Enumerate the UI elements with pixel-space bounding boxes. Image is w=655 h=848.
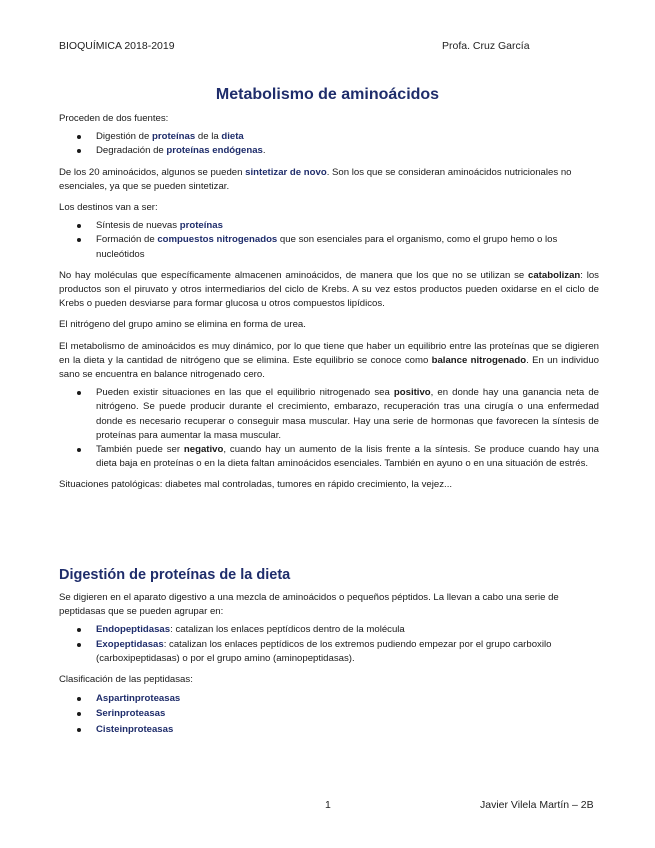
sources-list xyxy=(59,130,599,158)
paragraph-catabolism: No hay moléculas que específicamente almacenen aminoácidos, de manera que los que no se utilizan se catabolizan: los productos son el piruvato y otros intermediarios del ciclo de Krebs. A su vez estos productos pueden oxidarse en el ciclo de Krebs o pueden desviarse para formar glucosa u otros compuestos lipídicos. xyxy=(59,269,599,310)
list-item: Serinproteasas xyxy=(59,707,599,721)
page-title: Metabolismo de aminoácidos xyxy=(215,86,440,103)
paragraph-balance: El metabolismo de aminoácidos es muy dinámico, por lo que tiene que haber un equilibrio entre las proteínas que se digieren en la dieta y la cantidad de nitrógeno que se elimina. Este equilibrio se conoce como balance nitrogenado. En un individuo sano se encuentra en balance nitrogenado cero. xyxy=(59,340,599,381)
section-heading-digestion: Digestión de proteínas de la dieta xyxy=(59,567,291,583)
clasif-intro: Clasificación de las peptidasas: xyxy=(59,674,193,686)
balance-list xyxy=(59,386,599,471)
peptidase-list xyxy=(59,623,599,666)
list-item: También puede ser negativo, cuando hay un aumento de la lisis frente a la síntesis. Se produce cuando hay una dieta baja en proteínas o en la dieta faltan aminoácidos esenciales. También en ayuno o en una situación de estrés. xyxy=(59,443,599,471)
paragraph-digestion: Se digieren en el aparato digestivo a una mezcla de aminoácidos o pequeños péptidos. La llevan a cabo una serie de peptidasas que se pueden agrupar en: xyxy=(59,592,559,618)
footer-author: Javier Vilela Martín – 2B xyxy=(480,799,594,811)
clasif-list xyxy=(59,692,599,737)
page-number: 1 xyxy=(325,799,331,811)
section-digestion xyxy=(59,591,599,737)
list-item: Cisteinproteasas xyxy=(59,723,599,737)
list-item: Pueden existir situaciones en las que el equilibrio nitrogenado sea positivo, en donde hay una ganancia neta de nitrógeno. Se puede producir durante el crecimiento, embarazo, recuperación tras una cirugía o una enfermedad donde es necesario recuperar o conseguir masa muscular. Hay una serie de hormonas que favorecen la síntesis de proteínas para aumentar la masa muscular. xyxy=(59,386,599,443)
paragraph-pathologic: Situaciones patológicas: diabetes mal controladas, tumores en rápido crecimiento, la vejez... xyxy=(59,479,453,491)
list-item: Digestión de proteínas de la dieta xyxy=(59,130,599,144)
list-item: Síntesis de nuevas proteínas xyxy=(59,219,599,233)
list-item: Formación de compuestos nitrogenados que son esenciales para el organismo, como el grupo hemo o los nucleótidos xyxy=(59,233,599,261)
list-item: Aspartinproteasas xyxy=(59,692,599,706)
header-teacher: Profa. Cruz García xyxy=(442,40,530,52)
paragraph-urea: El nitrógeno del grupo amino se elimina en forma de urea. xyxy=(59,319,306,331)
destinos-list xyxy=(59,219,599,262)
header-course: BIOQUÍMICA 2018-2019 xyxy=(59,40,175,52)
paragraph-synthesis: De los 20 aminoácidos, algunos se pueden sintetizar de novo. Son los que se consideran aminoácidos nutricionales no esenciales, ya que se pueden sintetizar. xyxy=(59,166,572,192)
intro-text: Proceden de dos fuentes: xyxy=(59,113,169,124)
list-item: Exopeptidasas: catalizan los enlaces peptídicos de los extremos pudiendo empezar por el grupo carboxilo (carboxipeptidasas) o por el grupo amino (aminopeptidasas). xyxy=(59,638,599,666)
list-item: Degradación de proteínas endógenas. xyxy=(59,144,599,158)
section-intro xyxy=(59,112,599,493)
list-item: Endopeptidasas: catalizan los enlaces peptídicos dentro de la molécula xyxy=(59,623,599,637)
destinos-intro: Los destinos van a ser: xyxy=(59,202,158,214)
